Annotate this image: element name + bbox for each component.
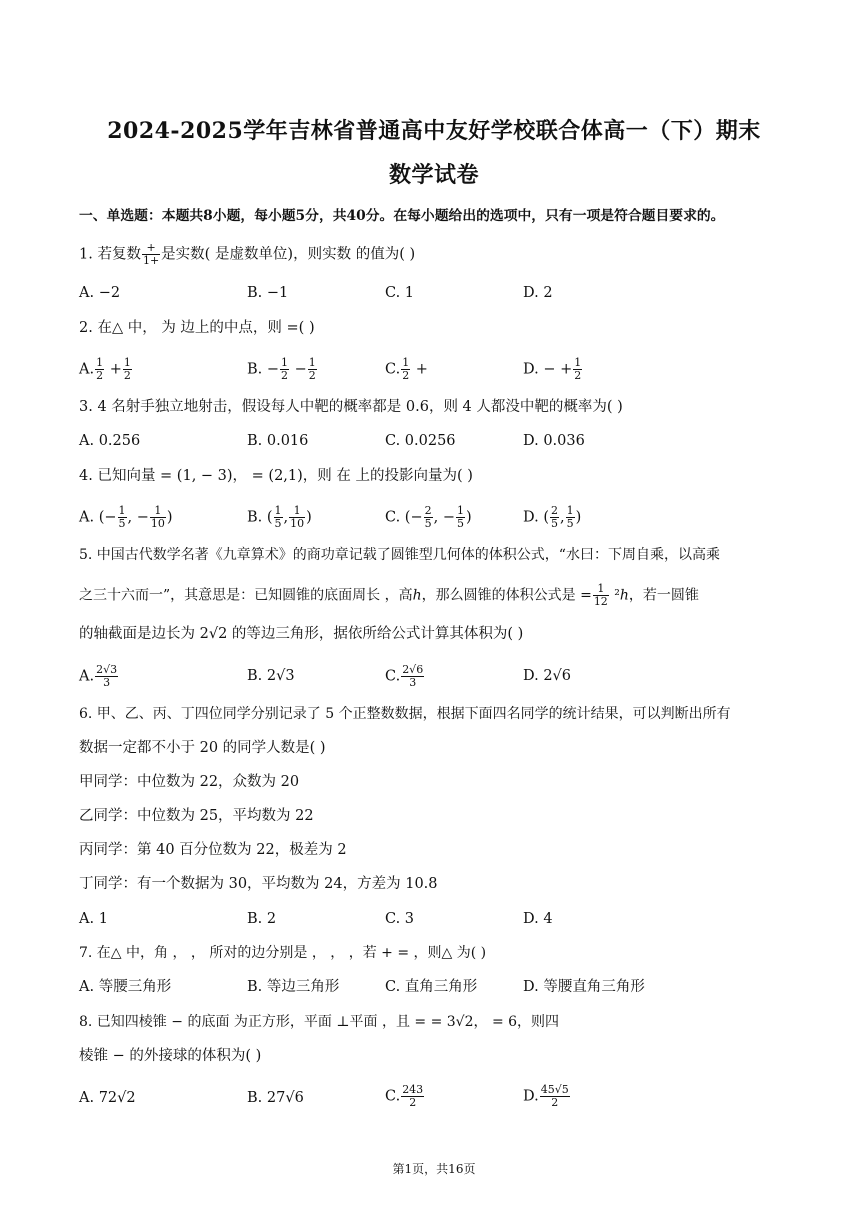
q4d-close: ) xyxy=(575,509,582,526)
q4d-sep: , xyxy=(559,509,565,526)
q4a-frac1 xyxy=(118,505,127,530)
q8d-frac-num: 45√5 xyxy=(540,1083,569,1096)
q1-fraction xyxy=(142,242,160,267)
q4b-frac1 xyxy=(274,505,283,530)
q5-formula-frac xyxy=(593,583,609,608)
q5-line2-text-b: ²ℎ，若一圆锥 xyxy=(609,587,699,604)
q5a-frac-num: 2√3 xyxy=(96,663,118,676)
q4b-sep: , xyxy=(283,509,289,526)
q2b-frac2 xyxy=(308,357,317,382)
q2-option-c xyxy=(385,357,428,382)
q8d-frac xyxy=(540,1084,570,1109)
q4-option-a xyxy=(79,505,173,530)
q4b-frac2 xyxy=(289,505,305,530)
q4b-label: B. ( xyxy=(247,509,273,526)
q3-option-b: B. 0.016 xyxy=(247,433,309,449)
q4-option-b xyxy=(247,505,312,530)
q6-option-a: A. 1 xyxy=(79,911,108,927)
q2a-frac1-den: 2 xyxy=(96,369,104,382)
q4a-sep: , − xyxy=(127,509,149,526)
q8d-frac-den: 2 xyxy=(551,1096,559,1109)
q4b-close: ) xyxy=(306,509,312,526)
q2b-label: B. − xyxy=(247,361,280,378)
q1-option-a: A. −2 xyxy=(79,285,121,301)
q1-frac-den: 1+ xyxy=(142,254,160,267)
question-4-stem: 4. 已知向量 = (1, − 3)， = (2,1)，则 在 上的投影向量为( ) xyxy=(79,468,473,484)
q4c-sep: , − xyxy=(433,509,455,526)
q1-option-d: D. 2 xyxy=(523,285,553,301)
q4a-label: A. (− xyxy=(79,509,117,526)
q5-option-b: B. 2√3 xyxy=(247,668,295,684)
q2c-label: C. xyxy=(385,361,401,378)
q2a-frac1-num: 1 xyxy=(96,356,104,369)
q8-option-c xyxy=(385,1084,425,1109)
q8c-label: C. xyxy=(385,1088,401,1105)
q8d-label: D. xyxy=(523,1088,539,1105)
q6-student-yi: 乙同学：中位数为 25，平均数为 22 xyxy=(79,808,314,824)
question-5-line1: 5. 中国古代数学名著《九章算术》的商功章记载了圆锥型几何体的体积公式，“水曰：下周自乘，以高乘 xyxy=(79,547,720,563)
q5c-frac-den: 3 xyxy=(409,676,417,689)
q4d-frac1-num: 2 xyxy=(550,504,558,517)
exam-title-line2: 数学试卷 xyxy=(388,162,479,188)
q4a-frac1-num: 1 xyxy=(118,504,126,517)
q4d-frac2-num: 1 xyxy=(566,504,574,517)
q2b-op: − xyxy=(290,361,307,378)
question-8-line1: 8. 已知四棱锥 − 的底面 为正方形，平面 ⊥平面 ，且 = = 3√2， = 6，则四 xyxy=(79,1014,560,1030)
q8-option-d xyxy=(523,1084,571,1109)
question-7-stem: 7. 在△ 中，角 ， ， 所对的边分别是 ， ， ，若 + = ，则△ 为( ) xyxy=(79,945,487,961)
q5a-frac xyxy=(95,664,118,689)
q2a-frac2-den: 2 xyxy=(123,369,131,382)
q2d-label: D. − + xyxy=(523,361,573,378)
q3-option-c: C. 0.0256 xyxy=(385,433,456,449)
exam-title-line1: 2024-2025学年吉林省普通高中友好学校联合体高一（下）期末 xyxy=(107,118,761,144)
q5-frac-num: 1 xyxy=(593,583,609,596)
q2b-frac1-den: 2 xyxy=(281,369,289,382)
q2a-label: A. xyxy=(79,361,95,378)
q2a-frac1 xyxy=(95,357,104,382)
q4c-frac1-den: 5 xyxy=(424,517,432,530)
q6-option-d: D. 4 xyxy=(523,911,553,927)
section-single-choice-header: 一、单选题：本题共8小题，每小题5分，共40分。在每小题给出的选项中，只有一项是符合题目要求的。 xyxy=(79,208,725,224)
q2-option-b xyxy=(247,357,318,382)
q7-option-d: D. 等腰直角三角形 xyxy=(523,979,645,995)
question-5-line2 xyxy=(79,583,699,608)
question-6-line1: 6. 甲、乙、丙、丁四位同学分别记录了 5 个正整数数据，根据下面四名同学的统计结果，可以判断出所有 xyxy=(79,706,731,722)
q4c-frac1 xyxy=(424,505,433,530)
question-5-line3: 的轴截面是边长为 2√2 的等边三角形，据依所给公式计算其体积为( ) xyxy=(79,626,524,642)
q4c-frac2 xyxy=(456,505,465,530)
q5c-frac xyxy=(401,664,424,689)
q4d-label: D. ( xyxy=(523,509,549,526)
q6-student-bing: 丙同学：第 40 百分位数为 22，极差为 2 xyxy=(79,842,347,858)
q8c-frac-den: 2 xyxy=(409,1096,417,1109)
q4c-label: C. (− xyxy=(385,509,423,526)
page-footer: 第1页，共16页 xyxy=(392,1162,476,1176)
q4b-frac1-den: 5 xyxy=(274,517,282,530)
q4c-close: ) xyxy=(465,509,472,526)
q4d-frac2-den: 5 xyxy=(566,517,574,530)
q4a-frac2-den: 10 xyxy=(150,517,165,530)
q2-option-d xyxy=(523,357,583,382)
q5c-label: C. xyxy=(385,668,401,685)
q2c-frac-den: 2 xyxy=(402,369,410,382)
q6-student-ding: 丁同学：有一个数据为 30，平均数为 24，方差为 10.8 xyxy=(79,876,438,892)
q6-option-c: C. 3 xyxy=(385,911,415,927)
q4a-frac2-num: 1 xyxy=(150,505,166,518)
q3-option-a: A. 0.256 xyxy=(79,433,141,449)
q4a-close: ) xyxy=(166,509,173,526)
q5a-frac-den: 3 xyxy=(103,676,111,689)
q8c-frac-num: 243 xyxy=(402,1083,424,1096)
q8-option-a: A. 72√2 xyxy=(79,1090,136,1106)
q2b-frac1 xyxy=(280,357,289,382)
q6-option-b: B. 2 xyxy=(247,911,277,927)
q4b-frac2-num: 1 xyxy=(289,505,305,518)
q2c-frac xyxy=(401,357,410,382)
q8c-frac xyxy=(401,1084,424,1109)
q4d-frac1-den: 5 xyxy=(550,517,558,530)
q5-option-a xyxy=(79,664,119,689)
q1-frac-num: + xyxy=(142,242,160,255)
q5-option-c xyxy=(385,664,425,689)
q7-option-c: C. 直角三角形 xyxy=(385,979,478,995)
q1-text-b: 是实数( 是虚数单位)，则实数 的值为( ) xyxy=(161,246,416,263)
q7-option-b: B. 等边三角形 xyxy=(247,979,340,995)
q2a-frac2 xyxy=(123,357,132,382)
q2b-frac1-num: 1 xyxy=(281,356,289,369)
q2b-frac2-num: 1 xyxy=(308,356,316,369)
question-6-line2: 数据一定都不小于 20 的同学人数是( ) xyxy=(79,740,326,756)
q5-frac-den: 12 xyxy=(593,595,608,608)
question-2-stem: 2. 在△ 中， 为 边上的中点，则 =( ) xyxy=(79,320,315,336)
q5a-label: A. xyxy=(79,668,95,685)
q2b-frac2-den: 2 xyxy=(308,369,316,382)
q2d-frac-num: 1 xyxy=(574,356,582,369)
q4b-frac2-den: 10 xyxy=(290,517,305,530)
q5c-frac-num: 2√6 xyxy=(402,663,424,676)
q1-text-a: 1. 若复数 xyxy=(79,246,141,263)
q1-option-c: C. 1 xyxy=(385,285,415,301)
q2-option-a xyxy=(79,357,133,382)
q4d-frac2 xyxy=(566,505,575,530)
q4b-frac1-num: 1 xyxy=(274,504,282,517)
q6-student-jia: 甲同学：中位数为 22，众数为 20 xyxy=(79,774,300,790)
q4-option-d xyxy=(523,505,581,530)
q5-option-d: D. 2√6 xyxy=(523,668,572,684)
q2d-frac xyxy=(573,357,582,382)
question-1-stem xyxy=(79,242,415,267)
q2d-frac-den: 2 xyxy=(574,369,582,382)
q4a-frac1-den: 5 xyxy=(118,517,126,530)
q1-option-b: B. −1 xyxy=(247,285,289,301)
q4c-frac2-den: 5 xyxy=(456,517,464,530)
q2c-op: + xyxy=(411,361,428,378)
q4a-frac2 xyxy=(150,505,166,530)
q4-option-c xyxy=(385,505,472,530)
q2a-op: + xyxy=(105,361,122,378)
q4c-frac2-num: 1 xyxy=(456,504,464,517)
question-8-line2: 棱锥 − 的外接球的体积为( ) xyxy=(79,1048,262,1064)
q7-option-a: A. 等腰三角形 xyxy=(79,979,172,995)
q3-option-d: D. 0.036 xyxy=(523,433,585,449)
q4c-frac1-num: 2 xyxy=(424,504,432,517)
q2a-frac2-num: 1 xyxy=(123,356,131,369)
q5-line2-text-a: 之三十六而一”，其意思是：已知圆锥的底面周长 ，高ℎ，那么圆锥的体积公式是 = xyxy=(79,587,592,604)
q4d-frac1 xyxy=(550,505,559,530)
q2c-frac-num: 1 xyxy=(402,356,410,369)
q8-option-b: B. 27√6 xyxy=(247,1090,304,1106)
question-3-stem: 3. 4 名射手独立地射击，假设每人中靶的概率都是 0.6，则 4 人都没中靶的概率为( ) xyxy=(79,399,623,415)
